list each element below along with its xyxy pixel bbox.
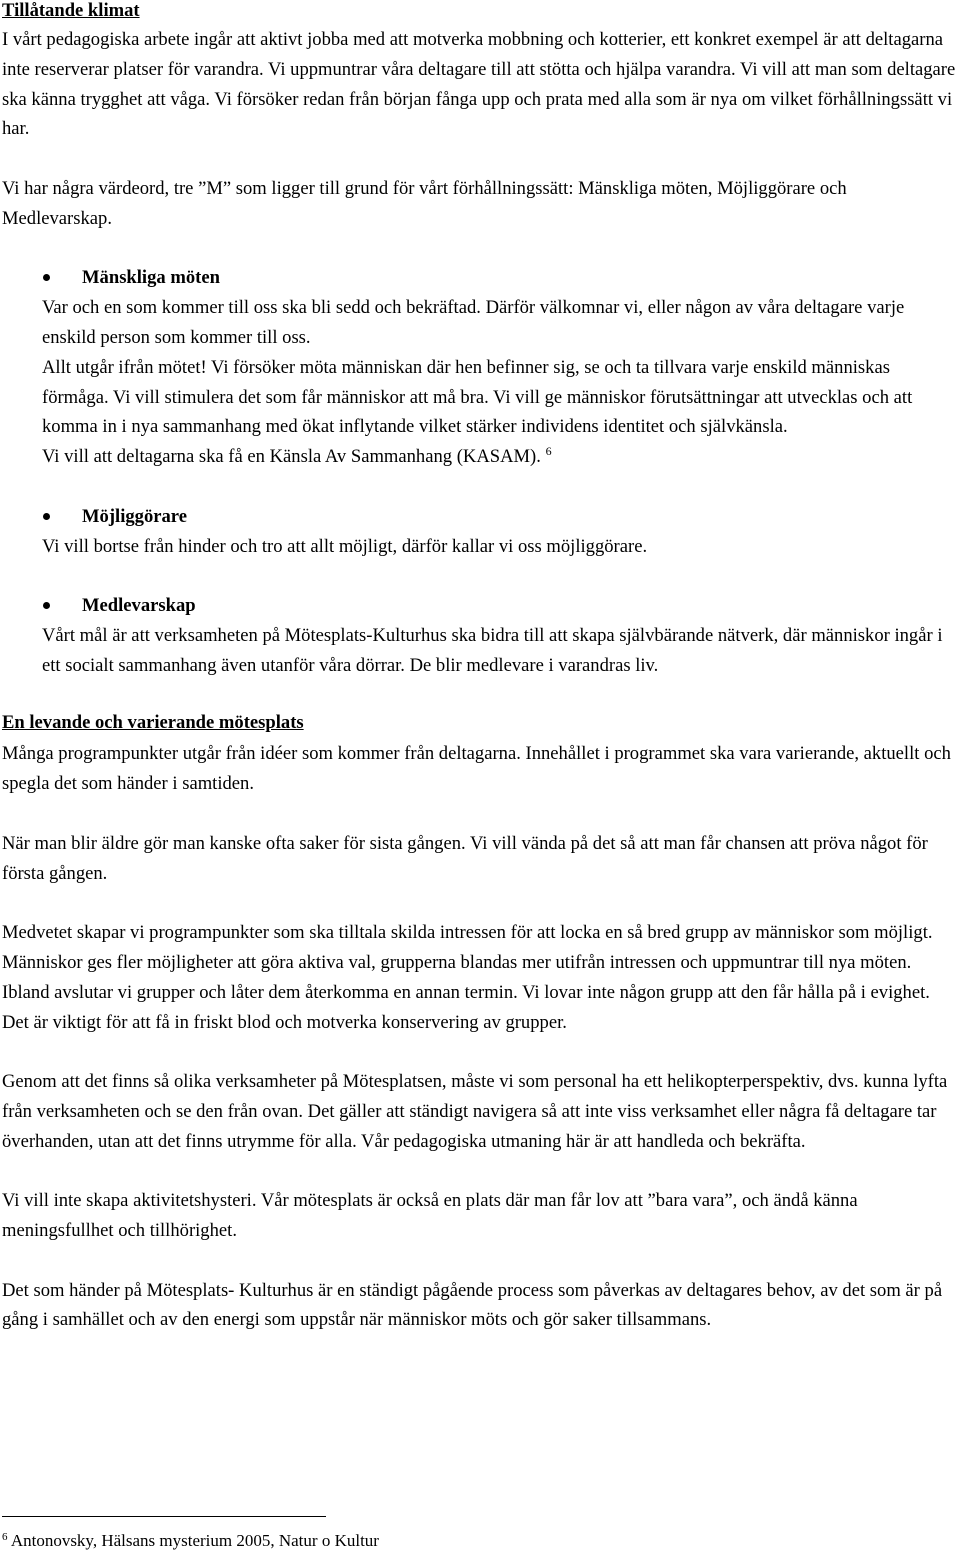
bullet-body-line: Vi vill bortse från hinder och tro att allt möjligt, därför kallar vi oss möjliggörare.: [42, 535, 648, 557]
bullet-title: Medlevarskap: [82, 595, 196, 617]
bullet-body-line: Vårt mål är att verksamheten på Mötesplats-Kulturhus ska bidra till att skapa självbärande nätverk, där människor ingår i ett socialt sammanhang även utanför våra dörrar. De blir medlevare i varandras liv.: [42, 624, 943, 676]
bullet-title: Mänskliga möten: [82, 267, 220, 289]
bullet-item-mojliggorare: [2, 502, 956, 562]
bullet-item-medlevarskap: [2, 591, 956, 680]
footnote-text: Antonovsky, Hälsans mysterium 2005, Natur o Kultur: [10, 1531, 379, 1550]
section-heading-climate: Tillåtande klimat: [2, 0, 140, 21]
paragraph-climate-1: I vårt pedagogiska arbete ingår att aktivt jobba med att motverka mobbning och kotterier, ett konkret exempel är att deltagarna inte reserverar platser för varandra. Vi uppmuntrar våra deltagare till att stötta och hjälpa varandra. Vi vill att man som deltagare ska känna trygghet att våga. Vi försöker redan från början fånga upp och prata med alla som är nya om vilket förhållningssätt vi har.: [2, 29, 956, 140]
paragraph-meeting-place-2: När man blir äldre gör man kanske ofta saker för sista gången. Vi vill vända på det så att man får chansen att pröva något för första gången.: [2, 832, 928, 884]
footnote-separator: [2, 1516, 326, 1517]
bullet-body-line: Allt utgår ifrån mötet! Vi försöker möta människan där hen befinner sig, se och ta tillvara varje enskild människas förmåga. Vi vill stimulera det som får människor att må bra. Vi vill ge människor förutsättningar att utvecklas och att komma in i nya sammanhang med ökat inflytande vilket stärker individens identitet och självkänsla.: [42, 356, 913, 438]
bullet-icon: [43, 513, 50, 520]
bullet-title: Möjliggörare: [82, 505, 187, 527]
bullet-icon: [43, 602, 50, 609]
paragraph-meeting-place-3: Medvetet skapar vi programpunkter som ska tilltala skilda intressen för att locka en så bred grupp av människor som möjligt. Människor ges fler möjligheter att göra aktiva val, grupperna blandas mer utifrån intressen och uppmuntrar till nya möten. Ibland avslutar vi grupper och låter dem återkomma en annan termin. Vi lovar inte någon grupp att den får hålla på i evighet. Det är viktigt för att få in friskt blod och motverka konservering av grupper.: [2, 922, 933, 1033]
paragraph-meeting-place-5: Vi vill inte skapa aktivitetshysteri. Vår mötesplats är också en plats där man får lov att ”bara vara”, och ändå känna meningsfullhet och tillhörighet.: [2, 1190, 858, 1242]
paragraph-climate-2: Vi har några värdeord, tre ”M” som ligger till grund för vårt förhållningssätt: Mänskliga möten, Möjliggörare och Medlevarskap.: [2, 177, 847, 229]
footnote-reference: 6: [545, 444, 552, 459]
footnote: [2, 1530, 379, 1552]
section-heading-meeting-place: En levande och varierande mötesplats: [2, 712, 304, 734]
bullet-body-line: Vi vill att deltagarna ska få en Känsla Av Sammanhang (KASAM).: [42, 446, 541, 468]
paragraph-meeting-place-1: Många programpunkter utgår från idéer som kommer från deltagarna. Innehållet i programmet ska vara varierande, aktuellt och spegla det som händer i samtiden.: [2, 743, 951, 795]
paragraph-meeting-place-6: Det som händer på Mötesplats- Kulturhus är en ständigt pågående process som påverkas av deltagares behov, av det som är på gång i samhället och av den energi som uppstår när människor möts och gör saker tillsammans.: [2, 1279, 943, 1331]
document-page: [2, 0, 956, 1335]
paragraph-meeting-place-4: Genom att det finns så olika verksamheter på Mötesplatsen, måste vi som personal ha ett helikopterperspektiv, dvs. kunna lyfta från verksamheten och se den från ovan. Det gäller att ständigt navigera så att inte viss verksamhet eller några få deltagare tar överhanden, utan att det finns utrymme för alla. Vår pedagogiska utmaning här är att handleda och bekräfta.: [2, 1071, 948, 1152]
bullet-item-manskliga-moten: [2, 263, 956, 472]
footnote-number: 6: [2, 1531, 8, 1543]
bullet-body-line: Var och en som kommer till oss ska bli sedd och bekräftad. Därför välkomnar vi, eller någon av våra deltagare varje enskild person som kommer till oss.: [42, 297, 905, 348]
bullet-icon: [43, 274, 50, 281]
